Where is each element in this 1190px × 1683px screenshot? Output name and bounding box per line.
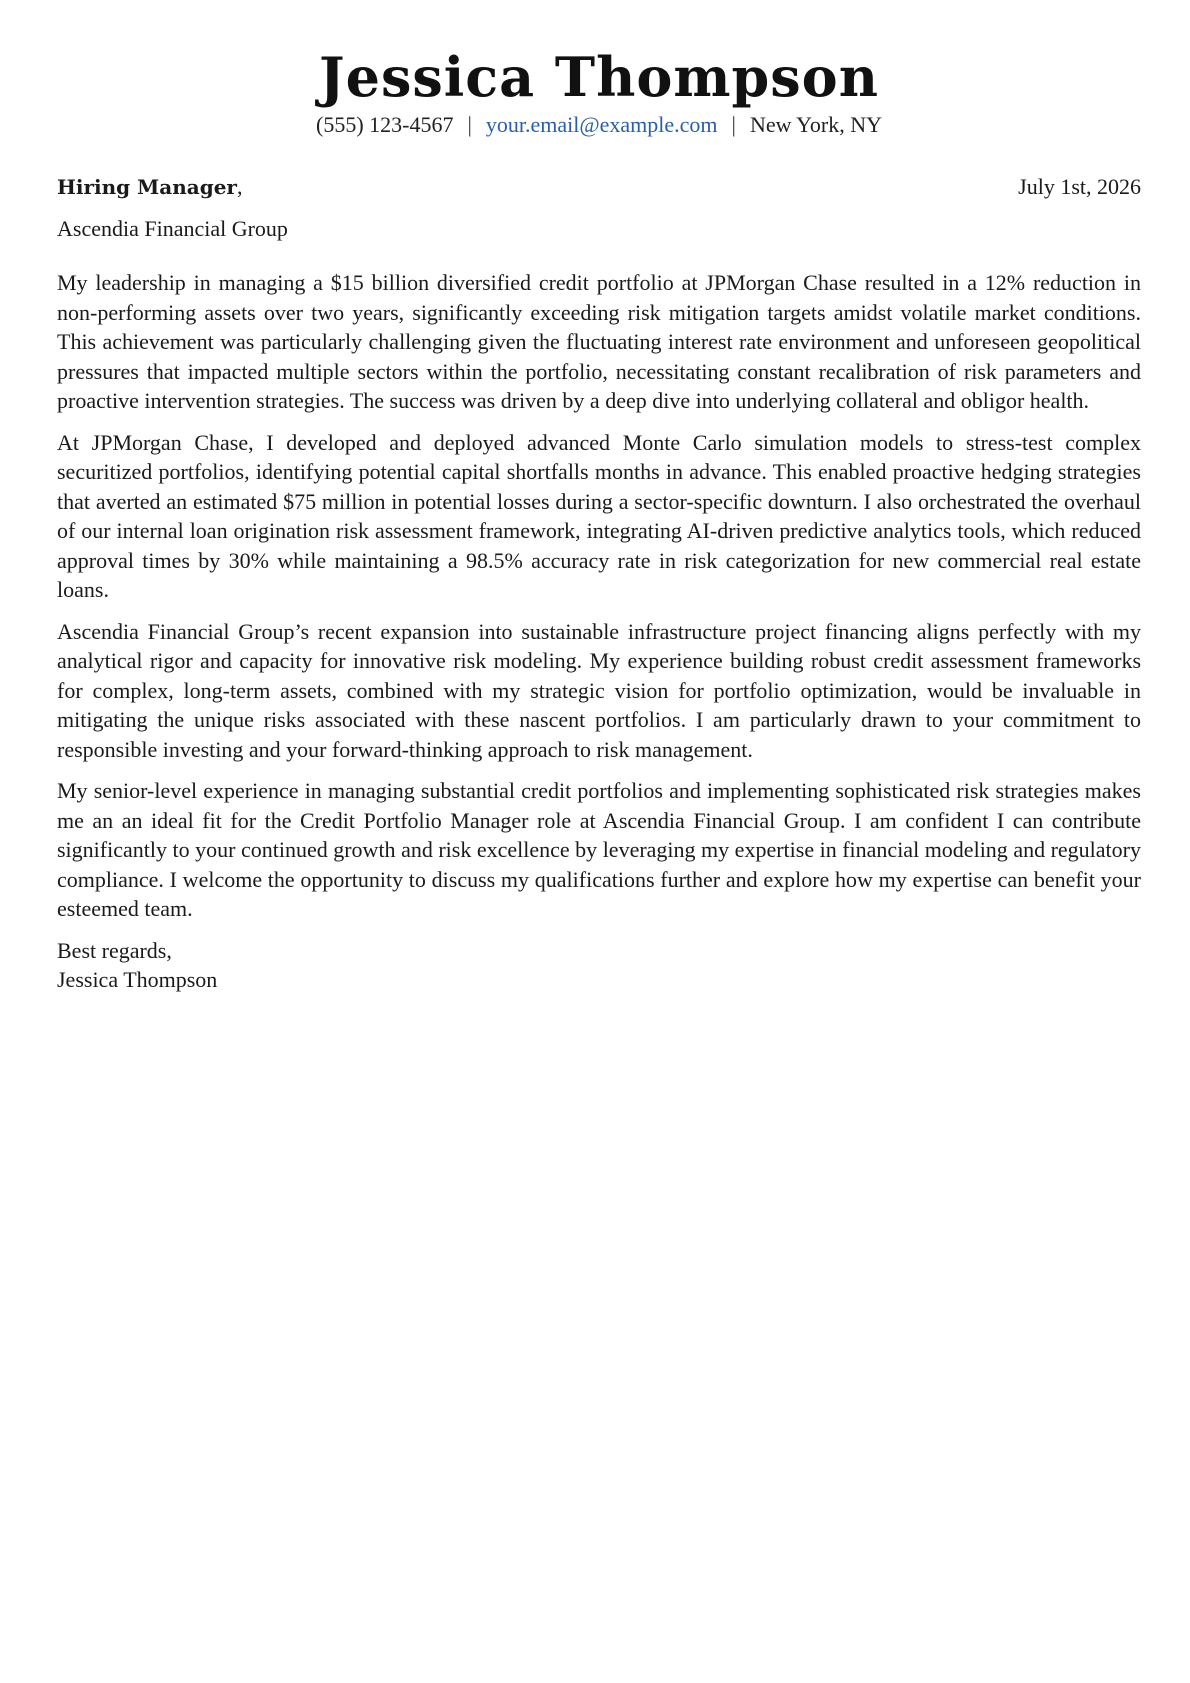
body-paragraph: At JPMorgan Chase, I developed and deployed advanced Monte Carlo simulation models to stress-test complex securitized portfolios, identifying potential capital shortfalls months in advance. This enabled proactive hedging strategies that averted an estimated $75 million in potential losses during a sector-specific downturn. I also orchestrated the overhaul of our internal loan origination risk assessment framework, integrating AI-driven predictive analytics tools, which reduced approval times by 30% while maintaining a 98.5% accuracy rate in risk categorization for new commercial real estate loans. xyxy=(57,429,1141,602)
letter-body xyxy=(57,268,1141,924)
letter-closing-block xyxy=(57,936,1141,995)
contact-separator: | xyxy=(467,112,472,137)
contact-separator: | xyxy=(731,112,736,137)
body-paragraph: My leadership in managing a $15 billion diversified credit portfolio at JPMorgan Chase resulted in a 12% reduction in non-performing assets over two years, significantly exceeding risk mitigation targets amidst volatile market conditions. This achievement was particularly challenging given the fluctuating interest rate environment and unforeseen geopolitical pressures that impacted multiple sectors within the portfolio, necessitating constant recalibration of risk parameters and proactive intervention strategies. The success was driven by a deep dive into underlying collateral and obligor health. xyxy=(57,270,1141,413)
letter-date: July 1st, 2026 xyxy=(1018,174,1141,199)
body-paragraph: Ascendia Financial Group’s recent expansion into sustainable infrastructure project financing aligns perfectly with my analytical rigor and capacity for innovative risk modeling. My experience building robust credit assessment frameworks for complex, long-term assets, combined with my strategic vision for portfolio optimization, would be invaluable in mitigating the unique risks associated with these nascent portfolios. I am particularly drawn to your commitment to responsible investing and your forward-thinking approach to risk management. xyxy=(57,618,1141,762)
recipient-name-suffix: , xyxy=(236,174,243,199)
location: New York, NY xyxy=(749,112,882,137)
contact-line xyxy=(57,110,1141,140)
applicant-name: Jessica Thompson xyxy=(319,45,879,109)
cover-letter-page xyxy=(57,0,1141,995)
signature-name: Jessica Thompson xyxy=(57,967,218,992)
body-paragraph: My senior-level experience in managing substantial credit portfolios and implementing sophisticated risk strategies makes me an an ideal fit for the Credit Portfolio Manager role at Ascendia Financial Group. I am confident I can contribute significantly to your continued growth and risk excellence by leveraging my expertise in financial modeling and regulatory compliance. I welcome the opportunity to discuss my qualifications further and explore how my expertise can benefit your esteemed team. xyxy=(57,778,1141,921)
phone-number: (555) 123-4567 xyxy=(316,112,454,137)
recipient-name: Hiring Manager xyxy=(57,175,237,199)
email-link[interactable]: your.email@example.com xyxy=(485,112,718,137)
closing-phrase: Best regards, xyxy=(57,937,172,963)
recipient-date-row xyxy=(57,172,1141,202)
recipient-company: Ascendia Financial Group xyxy=(57,216,288,241)
recipient-salutation xyxy=(57,172,242,202)
